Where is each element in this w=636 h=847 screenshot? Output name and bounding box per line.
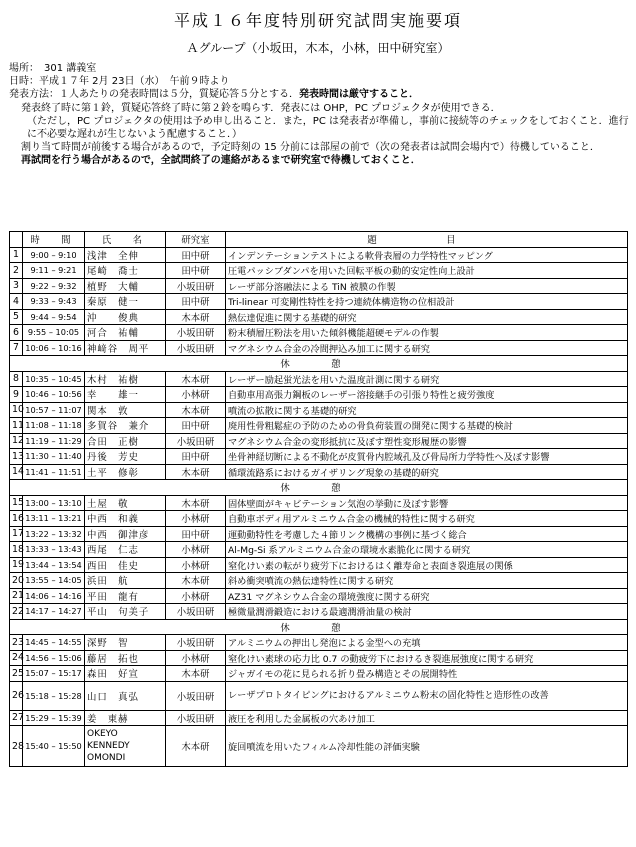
time-cell: 13:22 – 13:32 (23, 526, 85, 542)
table-row (10, 263, 628, 279)
lab-cell: 小坂田研 (166, 635, 226, 651)
info-block (9, 62, 629, 168)
row-number: 28 (10, 726, 23, 767)
time-cell: 10:35 – 10:45 (23, 371, 85, 387)
topic-cell: レーザ部分溶融法による TiN 被膜の作製 (226, 278, 628, 294)
table-row (10, 710, 628, 726)
row-number: 8 (10, 371, 23, 387)
method-strict-text: 発表時間は厳守すること． (299, 89, 419, 101)
row-number: 15 (10, 495, 23, 511)
lab-cell: 小林研 (166, 650, 226, 666)
row-number: 2 (10, 263, 23, 279)
topic-cell: レーザプロトタイピングにおけるアルミニウム粉末の固化特性と造形性の改善 (226, 681, 628, 710)
table-row (10, 604, 628, 620)
time-cell: 9:55 – 10:05 (23, 325, 85, 341)
lab-cell: 小坂田研 (166, 325, 226, 341)
table-row (10, 573, 628, 589)
group-subtitle: Ａグループ（小坂田，木本，小林，田中研究室） (186, 41, 450, 55)
table-row (10, 526, 628, 542)
lab-cell: 木本研 (166, 666, 226, 682)
topic-cell: 循環流路系におけるガイザリング現象の基礎的研究 (226, 464, 628, 480)
time-cell: 13:55 – 14:05 (23, 573, 85, 589)
topic-cell: 窒化けい素の転がり疲労下におけるはく離寿命と表面き裂進展の関係 (226, 557, 628, 573)
name-cell: 平田 龍有 (85, 588, 166, 604)
topic-cell: 廃用性骨粗鬆症の予防のための骨負荷装置の開発に関する基礎的検討 (226, 418, 628, 434)
break-label: 休 憩 (10, 480, 628, 496)
break-row (10, 480, 628, 496)
lab-cell: 木本研 (166, 726, 226, 767)
lab-cell: 田中研 (166, 449, 226, 465)
header-time: 時 間 (23, 232, 85, 248)
name-cell: 姜 東赫 (85, 710, 166, 726)
topic-cell: 固体壁面がキャビテーション気泡の挙動に及ぼす影響 (226, 495, 628, 511)
topic-cell: Tri-linear 可変剛性特性を持つ連続体構造物の位相設計 (226, 294, 628, 310)
lab-cell: 木本研 (166, 309, 226, 325)
time-cell: 14:06 – 14:16 (23, 588, 85, 604)
topic-cell: ジャガイモの花に見られる折り畳み構造とその展開特性 (226, 666, 628, 682)
table-row (10, 433, 628, 449)
name-cell: 神﨑谷 周平 (85, 340, 166, 356)
name-cell: 浜田 航 (85, 573, 166, 589)
name-cell: 西田 佳史 (85, 557, 166, 573)
name-cell: 丹後 芳史 (85, 449, 166, 465)
time-cell: 14:45 – 14:55 (23, 635, 85, 651)
schedule-body (10, 247, 628, 767)
topic-cell: マグネシウム合金の変形抵抗に及ぼす塑性変形履歴の影響 (226, 433, 628, 449)
break-row (10, 619, 628, 635)
break-label: 休 憩 (10, 356, 628, 372)
row-number: 23 (10, 635, 23, 651)
row-number: 25 (10, 666, 23, 682)
topic-cell: 粉末積層圧粉法を用いた傾斜機能超硬モデルの作製 (226, 325, 628, 341)
topic-cell: アルミニウムの押出し発泡による金型への充填 (226, 635, 628, 651)
name-cell: 植野 大輔 (85, 278, 166, 294)
place-line: 場所： 301 講義室 (9, 63, 97, 74)
time-cell: 9:33 – 9:43 (23, 294, 85, 310)
row-number: 9 (10, 387, 23, 403)
name-cell: 幸 雄一 (85, 387, 166, 403)
break-label: 休 憩 (10, 619, 628, 635)
table-row (10, 340, 628, 356)
header-topic: 題 目 (226, 232, 628, 248)
row-number: 11 (10, 418, 23, 434)
name-cell: 土屋 敬 (85, 495, 166, 511)
table-row (10, 294, 628, 310)
time-cell: 11:19 – 11:29 (23, 433, 85, 449)
time-cell: 9:44 – 9:54 (23, 309, 85, 325)
time-cell: 13:33 – 13:43 (23, 542, 85, 558)
name-cell: 河合 祐輔 (85, 325, 166, 341)
time-cell: 13:00 – 13:10 (23, 495, 85, 511)
topic-cell: 斜め衝突噴流の熱伝達特性に関する研究 (226, 573, 628, 589)
lab-cell: 田中研 (166, 294, 226, 310)
row-number: 3 (10, 278, 23, 294)
row-number: 6 (10, 325, 23, 341)
row-number: 22 (10, 604, 23, 620)
table-row (10, 588, 628, 604)
header-lab: 研究室 (166, 232, 226, 248)
header-name: 氏 名 (85, 232, 166, 248)
table-row (10, 681, 628, 710)
lab-cell: 小林研 (166, 387, 226, 403)
topic-cell: 自動車ボディ用アルミニウム合金の機械的特性に関する研究 (226, 511, 628, 527)
lab-cell: 小坂田研 (166, 433, 226, 449)
table-row (10, 495, 628, 511)
topic-cell: Al-Mg-Si 系アルミニウム合金の環境水素脆化に関する研究 (226, 542, 628, 558)
lab-cell: 田中研 (166, 418, 226, 434)
time-cell: 10:46 – 10:56 (23, 387, 85, 403)
header-no (10, 232, 23, 248)
table-row (10, 666, 628, 682)
row-number: 13 (10, 449, 23, 465)
lab-cell: 小林研 (166, 511, 226, 527)
name-cell: 多賀谷 兼介 (85, 418, 166, 434)
topic-cell: 噴流の拡散に関する基礎的研究 (226, 402, 628, 418)
time-cell: 14:17 – 14:27 (23, 604, 85, 620)
table-row (10, 387, 628, 403)
row-number: 24 (10, 650, 23, 666)
table-row (10, 635, 628, 651)
row-number: 19 (10, 557, 23, 573)
lab-cell: 小坂田研 (166, 681, 226, 710)
topic-cell: 運動動特性を考慮した４節リンク機構の事例に基づく総合 (226, 526, 628, 542)
topic-cell: 旋回噴流を用いたフィルム冷却性能の評価実験 (226, 726, 628, 767)
lab-cell: 田中研 (166, 526, 226, 542)
time-cell: 11:41 – 11:51 (23, 464, 85, 480)
lab-cell: 木本研 (166, 573, 226, 589)
table-row (10, 309, 628, 325)
table-row (10, 402, 628, 418)
row-number: 5 (10, 309, 23, 325)
page-title: 平成１６年度特別研究試問実施要項 (173, 11, 462, 30)
name-cell: 深野 智 (85, 635, 166, 651)
name-cell: 森田 好宣 (85, 666, 166, 682)
topic-cell: マグネシウム合金の冷間押込み加工に関する研究 (226, 340, 628, 356)
name-cell: 浅津 全伸 (85, 247, 166, 263)
lab-cell: 木本研 (166, 371, 226, 387)
name-cell: 秦原 健一 (85, 294, 166, 310)
topic-cell: 自動車用高張力鋼板のレーザー溶接継手の引張り特性と疲労強度 (226, 387, 628, 403)
row-number: 12 (10, 433, 23, 449)
row-number: 7 (10, 340, 23, 356)
time-cell: 15:07 – 15:17 (23, 666, 85, 682)
table-row (10, 511, 628, 527)
table-row (10, 325, 628, 341)
name-cell: 山口 真弘 (85, 681, 166, 710)
lab-cell: 田中研 (166, 247, 226, 263)
name-cell: 尾崎 喬士 (85, 263, 166, 279)
table-row (10, 542, 628, 558)
lab-cell: 小坂田研 (166, 340, 226, 356)
time-cell: 11:08 – 11:18 (23, 418, 85, 434)
row-number: 10 (10, 402, 23, 418)
table-row (10, 449, 628, 465)
row-number: 1 (10, 247, 23, 263)
time-cell: 9:00 – 9:10 (23, 247, 85, 263)
name-cell: 土平 修彰 (85, 464, 166, 480)
name-cell: 中西 御津彦 (85, 526, 166, 542)
pc-note: （ただし，PC プロジェクタの使用は予め申し出ること．また，PC は発表者が準備し，事前に接続等のチェックをしておくこと．進行に不必要な遅れが生じないよう配慮すること．） (27, 115, 629, 141)
row-number: 18 (10, 542, 23, 558)
table-row (10, 278, 628, 294)
schedule-table (9, 231, 628, 767)
time-cell: 15:18 – 15:28 (23, 681, 85, 710)
header-row (10, 232, 628, 248)
row-number: 17 (10, 526, 23, 542)
table-row (10, 650, 628, 666)
table-row (10, 726, 628, 767)
table-row (10, 247, 628, 263)
lab-cell: 小林研 (166, 542, 226, 558)
topic-cell: 熱伝達促進に関する基礎的研究 (226, 309, 628, 325)
row-number: 21 (10, 588, 23, 604)
lab-cell: 小坂田研 (166, 604, 226, 620)
requestion-note: 再試問を行う場合があるので，全試問終了の連絡があるまで研究室で待機しておくこと． (21, 155, 421, 167)
table-row (10, 418, 628, 434)
name-cell: OKEYO KENNEDY OMONDI (85, 726, 166, 767)
bell-line: 発表終了時に第１鈴，質疑応答終了時に第２鈴を鳴らす．発表には OHP，PC プロジェクタが使用できる． (21, 102, 501, 114)
time-cell: 13:11 – 13:21 (23, 511, 85, 527)
lab-cell: 木本研 (166, 495, 226, 511)
row-number: 14 (10, 464, 23, 480)
lab-cell: 小坂田研 (166, 278, 226, 294)
name-cell: 沖 俊典 (85, 309, 166, 325)
table-row (10, 557, 628, 573)
method-text: 発表方法：１人あたりの発表時間は５分，質疑応答５分とする． (9, 89, 299, 101)
time-cell: 9:22 – 9:32 (23, 278, 85, 294)
name-cell: 中西 和義 (85, 511, 166, 527)
time-cell: 15:29 – 15:39 (23, 710, 85, 726)
time-cell: 11:30 – 11:40 (23, 449, 85, 465)
name-cell: 西尾 仁志 (85, 542, 166, 558)
row-number: 26 (10, 681, 23, 710)
table-row (10, 371, 628, 387)
time-cell: 9:11 – 9:21 (23, 263, 85, 279)
row-number: 16 (10, 511, 23, 527)
topic-cell: AZ31 マグネシウム合金の環境強度に関する研究 (226, 588, 628, 604)
row-number: 4 (10, 294, 23, 310)
lab-cell: 小林研 (166, 588, 226, 604)
topic-cell: 極微量潤滑鍛造における最適潤滑油量の検討 (226, 604, 628, 620)
waiting-note: 割り当て時間が前後する場合があるので，予定時刻の 15 分前には部屋の前で（次の発表者は試問会場内で）待機していること． (21, 142, 600, 154)
topic-cell: 窒化けい素球の応力比 0.7 の動疲労下におけるき裂進展強度に関する研究 (226, 650, 628, 666)
topic-cell: 液圧を利用した金属板の穴あけ加工 (226, 710, 628, 726)
topic-cell: 圧電パッシブダンパを用いた回転平板の動的安定性向上設計 (226, 263, 628, 279)
topic-cell: インデンテーションテストによる軟骨表層の力学特性マッピング (226, 247, 628, 263)
name-cell: 関本 敦 (85, 402, 166, 418)
topic-cell: レーザー励起蛍光法を用いた温度計測に関する研究 (226, 371, 628, 387)
lab-cell: 小林研 (166, 557, 226, 573)
break-row (10, 356, 628, 372)
name-cell: 藤居 拓也 (85, 650, 166, 666)
method-line (9, 88, 629, 101)
name-cell: 木村 祐樹 (85, 371, 166, 387)
topic-cell: 坐骨神経切断による不動化が皮質骨内腔域孔及び骨局所力学特性へ及ぼす影響 (226, 449, 628, 465)
time-cell: 10:06 – 10:16 (23, 340, 85, 356)
row-number: 20 (10, 573, 23, 589)
name-cell: 平山 句美子 (85, 604, 166, 620)
time-cell: 14:56 – 15:06 (23, 650, 85, 666)
time-cell: 15:40 – 15:50 (23, 726, 85, 767)
lab-cell: 木本研 (166, 464, 226, 480)
time-cell: 13:44 – 13:54 (23, 557, 85, 573)
name-cell: 合田 正樹 (85, 433, 166, 449)
lab-cell: 小坂田研 (166, 710, 226, 726)
table-row (10, 464, 628, 480)
date-line: 日時：平成１７年 2月 23日（水） 午前９時より (9, 76, 230, 88)
lab-cell: 木本研 (166, 402, 226, 418)
lab-cell: 田中研 (166, 263, 226, 279)
row-number: 27 (10, 710, 23, 726)
time-cell: 10:57 – 11:07 (23, 402, 85, 418)
